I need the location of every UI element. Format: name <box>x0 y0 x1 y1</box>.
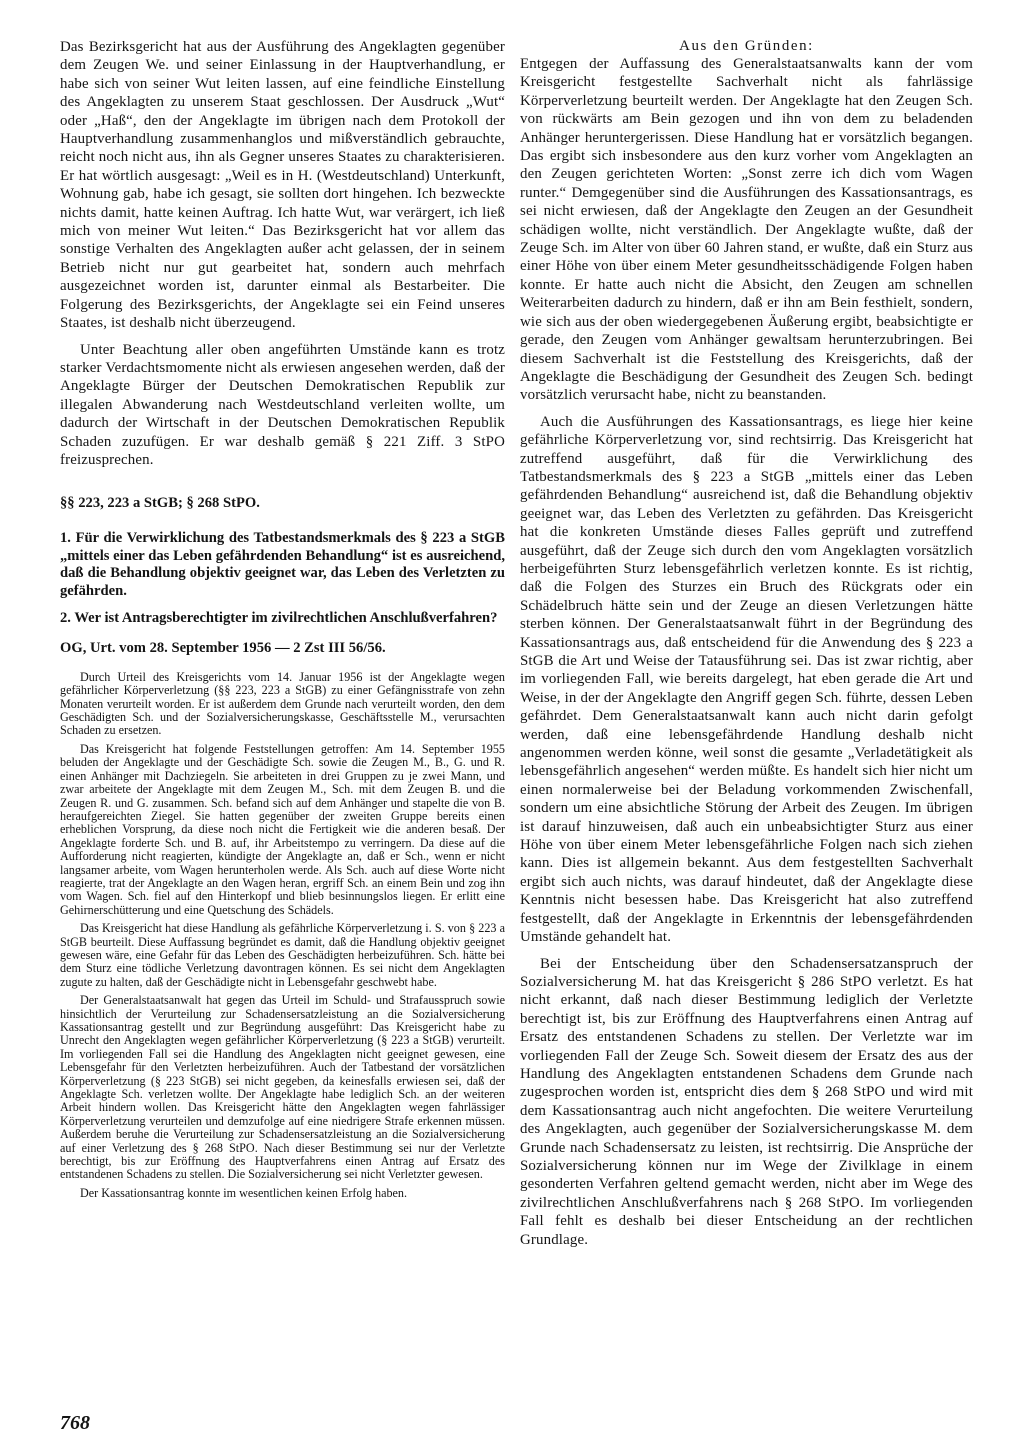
facts-paragraph: Der Generalstaatsanwalt hat gegen das Urteil im Schuld- und Strafausspruch sowie hinsichtlich der Verurteilung zur Schadensersatzleistung an die Sozialversicherung Kassationsantrag gestellt und zur Begründung ausgeführt: Das Kreisgericht habe zu Unrecht den Angeklagten wegen gefährlicher Körperverletzung (§ 223 a StGB) verurteilt. Im vorliegenden Fall sei die Handlung des Angeklagten nicht geeignet gewesen, eine Lebensgefahr für den Verletzten herbeizuführen. Auch der Tatbestand der vorsätzlichen Körperverletzung (§ 223 StGB) sei nicht gegeben, da keinesfalls erwiesen sei, daß der Angeklagte Sch. verletzen wollte. Der Angeklagte habe lediglich Sch. an der weiteren Arbeit hindern wollen. Das Kreisgericht hätte den Angeklagten wegen fahrlässiger Körperverletzung verurteilen und demzufolge auf eine niedrigere Strafe erkennen müssen. Außerdem beruhe die Verurteilung zur Schadensersatzleistung an die Sozialversicherung auf einer Verletzung des § 268 StPO. Nach dieser Bestimmung sei nur der Verletzte berechtigt, bis zur Eröffnung des Hauptverfahrens einen Antrag auf Ersatz des entstandenen Schadens zu stellen. Die Sozialversicherung sei nicht Verletzter gewesen. <box>60 993 505 1182</box>
facts-paragraph: Durch Urteil des Kreisgerichts vom 14. Januar 1956 ist der Angeklagte wegen gefährlicher Körperverletzung (§§ 223, 223 a StGB) zu einer Gefängnisstrafe von zehn Monaten verurteilt worden. Er ist außerdem dem Grunde nach verurteilt worden, den dem Geschädigten Sch. und der Sozialversicherungskasse, Geschäftsstelle M., verursachten Schaden zu ersetzen. <box>60 669 505 738</box>
left-column <box>60 38 505 1200</box>
facts-paragraph: Der Kassationsantrag konnte im wesentlichen keinen Erfolg haben. <box>80 1185 408 1200</box>
headnote-1: 1. Für die Verwirklichung des Tatbestandsmerkmals des § 223 a StGB „mittels einer das Leben gefährdenden Behandlung“ ist es ausreichend, daß die Behandlung objektiv geeignet war, das Leben des Verletzten zu gefährden. <box>60 530 505 599</box>
paragraph: Bei der Entscheidung über den Schadensersatzanspruch der Sozialversicherung M. hat das Kreisgericht § 286 StPO verletzt. Es hat nicht erkannt, daß nach dieser Bestimmung lediglich der Verletzte berechtigt ist, bis zur Eröffnung des Hauptverfahrens einen Antrag auf Ersatz des entstandenen Schadens zu stellen. Der Verletzte war im vorliegenden Fall der Zeuge Sch. Soweit diesem der Ersatz des aus der Handlung des Angeklagten entstandenen Schadens dem Grunde nach zugesprochen worden ist, entspricht dies dem § 268 StPO und wird mit dem Kassationsantrag auch nicht angefochten. Die weitere Verurteilung des Angeklagten, auch gegenüber der Sozialversicherungskasse M. dem Grunde nach Schadensersatz zu leisten, ist rechtsirrig. Die Ansprüche der Sozialversicherung können nur im Wege der Zivilklage in einem gesonderten Verfahren geltend gemacht werden, nicht aber im Wege des zivilrechtlichen Anschlußverfahrens nach § 268 StPO. Im vorliegenden Fall fehlt es deshalb bei dieser Entscheidung an der rechtlichen Grundlage. <box>520 955 973 1248</box>
section-title: Aus den Gründen: <box>679 38 814 54</box>
law-heading: §§ 223, 223 a StGB; § 268 StPO. <box>60 495 260 512</box>
right-column <box>520 38 973 1249</box>
facts-paragraph: Das Kreisgericht hat folgende Feststellungen getroffen: Am 14. September 1955 beluden der Angeklagte und der Geschädigte Sch. sowie die Zeugen M., B., G. und R. einen Anhänger mit Dachziegeln. Sie arbeiteten in drei Gruppen zu je zwei Mann, und zwar arbeitete der Angeklagte mit dem Zeugen M., Sch. mit dem Zeugen B. und die Zeugen R. und G. zusammen. Sch. befand sich auf dem Anhänger und stapelte die von B. heraufgereichten Ziegel. Sie hatten gegenüber der zweiten Gruppe bereits einen erheblichen Vorsprung, da diese noch nicht die Fertigkeit wie die anderen besaß. Der Angeklagte forderte Sch. und B. auf, ihr Arbeitstempo zu verringern. Da diese auf die Aufforderung nicht reagierten, kündigte der Angeklagte an, daß er Sch., wenn er nicht langsamer arbeite, vom Wagen herunterholen werde. Als Sch. auch auf diese Worte nicht reagierte, trat der Angeklagte an den Wagen heran, ergriff Sch. an einem Bein und zog ihn vom Wagen. Sch. fiel auf den Hinterkopf und blieb besinnungslos liegen. Er erlitt eine Gehirnerschütterung und eine Quetschung des Schädels. <box>60 741 505 917</box>
page-number: 768 <box>60 1412 90 1434</box>
facts-paragraph: Das Kreisgericht hat diese Handlung als gefährliche Körperverletzung i. S. von § 223 a StGB beurteilt. Diese Auffassung begründet es damit, daß die Handlung objektiv geeignet gewesen wäre, eine Gefahr für das Leben des Geschädigten herbeizuführen. Sch. hätte bei dem Sturz eine tödliche Verletzung davontragen können. Es sei nicht dem Angeklagten zugute zu halten, daß der Geschädigte nicht in Lebensgefahr geschwebt habe. <box>60 921 505 989</box>
paragraph: Unter Beachtung aller oben angeführten Umstände kann es trotz starker Verdachtsmomente nicht als erwiesen angesehen werden, daß der Angeklagte Bürger der Deutschen Demokratischen Republik zur illegalen Abwanderung nach Westdeutschland verleiten wollte, um dadurch der Wirtschaft in der Deutschen Demokratischen Republik Schaden zuzufügen. Er war deshalb gemäß § 221 Ziff. 3 StPO freizusprechen. <box>60 341 505 468</box>
paragraph: Das Bezirksgericht hat aus der Ausführung des Angeklagten gegenüber dem Zeugen We. und seiner Einlassung in der Hauptverhandlung, er habe sich von seiner Wut leiten lassen, auf eine feindliche Einstellung des Angeklagten zu unserem Staat geschlossen. Der Ausdruck „Wut“ oder „Haß“, den der Angeklagte im übrigen nach dem Protokoll der Hauptverhandlung zusammenhanglos und mißverständlich gebrauchte, reicht noch nicht aus, ihn als Gegner unseres Staates zu charakterisieren. Er hat wörtlich ausgesagt: „Weil es in H. (Westdeutschland) Unterkunft, Wohnung gab, habe ich gesagt, sie sollten dort hingehen. Ich bezweckte nichts damit, hatte keinen Auftrag. Ich hatte Wut, war verärgert, ich ließ mich von meiner Wut leiten.“ Das Bezirksgericht hat vor allem das sonstige Verhalten des Angeklagten außer acht gelassen, der in seinem Betrieb nicht nur gut gearbeitet hat, sondern auch mehrfach ausgezeichnet worden ist, darunter einmal als Bestarbeiter. Die Folgerung des Bezirksgerichts, der Angeklagte sei ein Feind unseres Staates, ist deshalb nicht überzeugend. <box>60 39 505 332</box>
paragraph: Auch die Ausführungen des Kassationsantrags, es liege hier keine gefährliche Körperverletzung vor, sind rechtsirrig. Das Kreisgericht hat zutreffend ausgeführt, daß für die Verwirklichung des Tatbestandsmerkmals des § 223 a StGB „mittels einer das Leben gefährdenden Behandlung“ ausreichend ist, daß die Behandlung objektiv geeignet war, das Leben des Verletzten zu gefährden. Das Kreisgericht hat die konkreten Umstände dieses Falles geprüft und zutreffend ausgeführt, daß der Zeuge sich durch den vom Angeklagten vorsätzlich herbeigeführten Sturz lebensgefährlich verletzen konnte. Es ist richtig, daß die Folgen des Sturzes ein Bruch des Rückgrats oder ein Schädelbruch hätte sein und der Zeuge an diesen Verletzungen hätte sterben können. Der Generalstaatsanwalt führt in der Begründung des Kassationsantrags aus, daß entscheidend für die Anwendung des § 223 a StGB die Art und Weise der Tatausführung sei. Das ist zwar richtig, aber im vorliegenden Fall, wie bereits dargelegt, hat eben gerade die Art und Weise, in der der Angeklagte den Angriff gegen Sch. führte, dessen Leben gefährdet. Dem Generalstaatsanwalt kann auch nicht darin gefolgt werden, daß eine lebensgefährdende Handlung deshalb nicht angenommen werden könne, weil sonst die gesamte „Verladetätigkeit als lebensgefährlich angesehen“ werden müßte. Es handelt sich hier nicht um einen normalerweise bei der Beladung vorkommenden Zwischenfall, sondern um eine absichtliche Störung der Arbeit des Zeugen. Im übrigen ist darauf hinzuweisen, daß auch ein unbeabsichtigter Sturz aus einer Höhe von über einem Meter lebensgefährliche Folgen nach sich ziehen kann. Dies ist allgemein bekannt. Aus dem festgestellten Sachverhalt ergibt sich auch nichts, was darauf hindeutet, daß der Angeklagte diese Kenntnis nicht besessen habe. Das Kreisgericht hat also zutreffend festgestellt, daß der Angeklagte in Erkenntnis der lebensgefährdenden Umstände gehandelt hat. <box>520 413 973 946</box>
right-body-text <box>520 55 973 1249</box>
left-body-text <box>60 38 505 469</box>
headnote-2: 2. Wer ist Antragsberechtigter im zivilrechtlichen Anschlußverfahren? <box>60 610 498 627</box>
paragraph: Entgegen der Auffassung des Generalstaatsanwalts kann der vom Kreisgericht festgestellte Sachverhalt nicht als fahrlässige Körperverletzung beurteilt werden. Der Angeklagte hat den Zeugen Sch. von rückwärts am Bein gezogen und ihn von dem zu beladenden Anhänger heruntergerissen. Diese Handlung hat er vorsätzlich begangen. Das ergibt sich insbesondere aus den kurz vorher vom Angeklagten an den Zeugen gerichteten Worten: „Sonst zerre ich dich vom Wagen runter.“ Demgegenüber sind die Ausführungen des Kassationsantrags, es sei nicht erwiesen, daß der Angeklagte den Zeugen an der Gesundheit schädigen wollte, nicht verständlich. Der Angeklagte wußte, daß der Zeuge Sch. im Alter von über 60 Jahren stand, er wußte, daß ein Sturz aus einer Höhe von über einem Meter gesundheitsschädigende Folgen haben konnte. Er hatte auch nicht die Absicht, den Zeugen am schnellen Weiterarbeiten dadurch zu hindern, daß er ihn am Bein festhielt, sondern, wie sich aus der oben wiedergegebenen Äußerung ergibt, beabsichtigte er gerade, den Zeugen vom Anhänger gewaltsam herunterzubringen. Bei diesem Sachverhalt ist die Feststellung des Kreisgerichts, daß der Angeklagte die Beschädigung der Gesundheit des Zeugen Sch. bedingt vorsätzlich verursacht habe, nicht zu beanstanden. <box>520 56 973 404</box>
facts-section <box>60 671 505 1200</box>
decision-reference: OG, Urt. vom 28. September 1956 — 2 Zst III 56/56. <box>60 639 386 656</box>
